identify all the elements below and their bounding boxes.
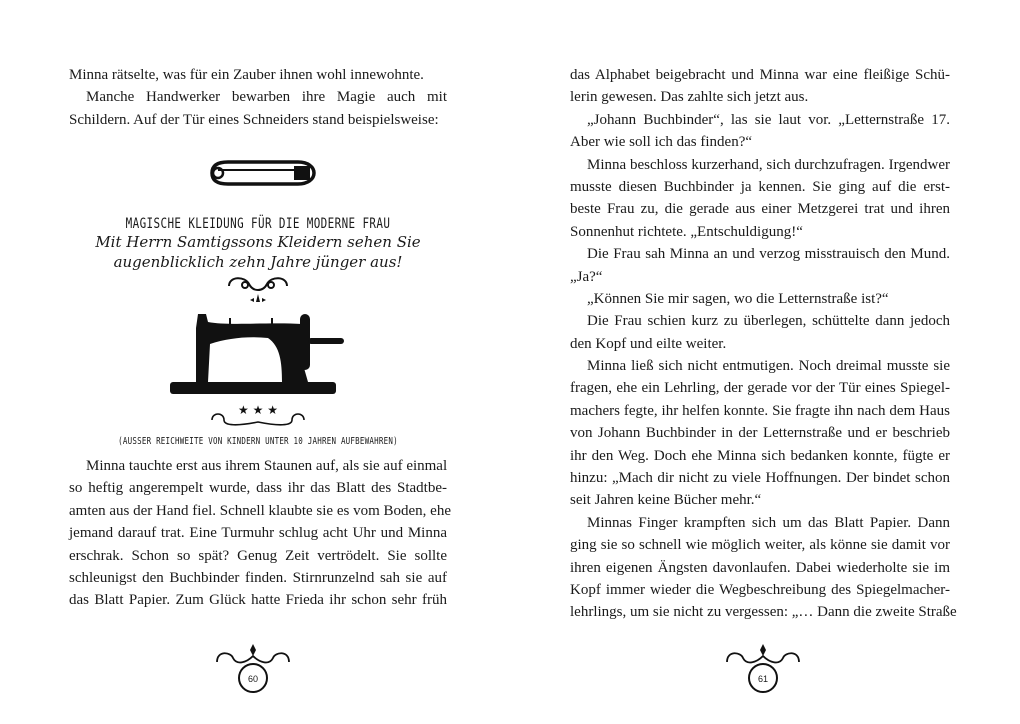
text-line: „Johann Buchbinder“, las sie laut vor. „Letternstraße 17. [587, 111, 950, 128]
sign-script-line-2: augenblicklich zehn Jahre jünger aus! [113, 253, 403, 271]
text-line: Manche Handwerker bewarben ihre Magie auch mit [86, 89, 447, 106]
left-text-block-2 [69, 455, 451, 612]
text-line: Kopf immer wieder die Wegbeschreibung des Spiegelmacher- [570, 581, 950, 598]
right-text-block [570, 64, 957, 624]
text-line: von Johann Buchbinder in der Letternstraße und er beschrieb [570, 425, 950, 442]
text-line: schleunigst den Buchbinder finden. Stirnrunzelnd sah sie auf [69, 569, 447, 586]
right-page [510, 0, 1020, 724]
sign-title: MAGISCHE KLEIDUNG FÜR DIE MODERNE FRAU [125, 216, 391, 232]
text-line: Schildern. Auf der Tür eines Schneiders stand beispielsweise: [69, 111, 439, 128]
text-line: lerin gewesen. Das zahlte sich jetzt aus. [570, 89, 809, 106]
text-line: Sonnenhut richtete. „Entschuldigung!“ [570, 223, 803, 240]
text-line: das Blatt Papier. Zum Glück hatte Frieda ihr schon sehr früh [69, 592, 447, 609]
text-line: Minna rätselte, was für ein Zauber ihnen wohl innewohnte. [69, 67, 424, 83]
text-line: Minna ließ sich nicht entmutigen. Noch dreimal musste sie [587, 358, 950, 375]
text-line: amten aus der Hand fiel. Schnell klaubte sie es vom Boden, ehe [69, 502, 451, 519]
text-line: jemand darauf trat. Eine Turmuhr schlug acht Uhr und Minna [69, 525, 447, 542]
folio-ornament-icon [723, 640, 803, 698]
page-number-ornament [213, 640, 293, 698]
text-line: Aber wie soll ich das finden?“ [570, 134, 753, 151]
text-line: „Können Sie mir sagen, wo die Letternstraße ist?“ [587, 290, 889, 307]
text-line: ihr den Weg. Doch ehe Minna sich bedanken konnte, fügte er [570, 447, 950, 464]
text-line: machers fegte, ihr helfen konnte. Sie fragte ihn nach dem Haus [570, 402, 950, 419]
text-line: das Alphabet beigebracht und Minna war eine fleißige Schü- [570, 67, 950, 83]
text-line: erschrak. Schon so spät? Genug Zeit vertrödelt. Sie sollte [69, 547, 447, 564]
svg-text:★ ★ ★: ★ ★ ★ [238, 403, 278, 417]
text-line: musste diesen Buchbinder ja kennen. Sie ging auf die erst- [570, 178, 950, 195]
left-text-block-1 [69, 64, 447, 131]
text-line: den Kopf und eilte weiter. [570, 335, 727, 352]
page-number: 61 [757, 674, 768, 684]
text-line: beste Frau zu, die gerade aus einer Metzgerei trat und ihren [570, 201, 950, 218]
text-line: hinzu: „Mach dir nicht zu viele Hoffnungen. Der bindet schon [570, 470, 950, 487]
sewing-machine-icon [168, 308, 348, 400]
text-line: Die Frau schien kurz zu überlegen, schüttelte dann jedoch [587, 313, 950, 330]
tailor-sign [69, 150, 447, 447]
text-line: „Ja?“ [570, 268, 603, 285]
text-line: Minna tauchte erst aus ihrem Staunen auf, als sie auf einmal [86, 458, 448, 474]
text-line: Minnas Finger krampften sich um das Blatt Papier. Dann [587, 514, 950, 531]
text-line: fragen, ehe ein Lehrling, der gerade vor der Tür eines Spiegel- [570, 380, 950, 397]
page-number: 60 [247, 674, 258, 684]
folio-ornament-icon [213, 640, 293, 698]
text-line: seit Jahren keine Bücher mehr.“ [570, 492, 762, 509]
page-number-ornament [723, 640, 803, 698]
text-line: ihren eigenen Ängsten davonlaufen. Dabei wiederholte sie im [570, 559, 950, 576]
safety-pin-icon [198, 158, 318, 188]
text-line: ging sie so schnell wie möglich weiter, als könne sie damit vor [570, 537, 950, 554]
sign-script-line-1: Mit Herrn Samtigssons Kleidern sehen Sie [95, 233, 421, 251]
text-line: so heftig angerempelt wurde, dass ihr das Blatt des Stadtbe- [69, 480, 447, 497]
text-line: Minna beschloss kurzerhand, sich durchzufragen. Irgendwer [587, 156, 950, 173]
text-line: lehrlings, um sie nicht zu vergessen: „… Dann die zweite Straße [570, 604, 957, 621]
sign-footnote: (AUSSER REICHWEITE VON KINDERN UNTER 10 JAHREN AUFBEWAHREN) [118, 436, 398, 447]
stars-flourish-icon [208, 402, 308, 430]
text-line: Die Frau sah Minna an und verzog misstrauisch den Mund. [587, 246, 950, 263]
flourish-ornament-icon [223, 274, 293, 308]
